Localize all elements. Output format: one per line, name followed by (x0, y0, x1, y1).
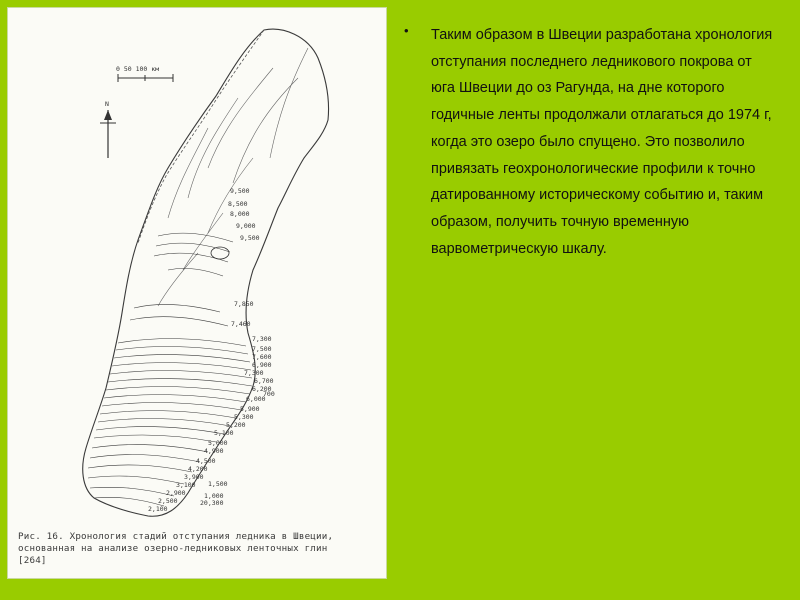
isochrone-label: 8,000 (230, 210, 250, 218)
isochrone-label: 20,300 (200, 499, 224, 507)
isochrone-label: 700 (263, 390, 275, 398)
scale-label: 0 50 100 км (116, 65, 160, 73)
bullet-marker: • (404, 23, 409, 38)
caption-line: основанная на анализе озерно-ледниковых ленточных глин (18, 543, 328, 554)
isochrone-label: 5,300 (234, 413, 254, 421)
isochrone-label: 1,500 (208, 480, 228, 488)
north-label: N (105, 100, 109, 108)
isochrone-label: 7,850 (234, 300, 254, 308)
isochrone-label: 4,900 (204, 447, 224, 455)
isochrone-label: 5,200 (226, 421, 246, 429)
isochrone-label: 6,700 (254, 377, 274, 385)
isochrone-label: 6,200 (252, 385, 272, 393)
isochrone-label: 4,500 (196, 457, 216, 465)
isochrone-label: 7,500 (252, 345, 272, 353)
isochrone-labels (148, 187, 275, 513)
isochrone-label: 9,500 (230, 187, 250, 195)
isochrone-label: 5,900 (240, 405, 260, 413)
isochrone-label: 2,500 (158, 497, 178, 505)
isochrone-label: 3,900 (184, 473, 204, 481)
figure-caption (18, 531, 380, 567)
north-arrow (100, 100, 116, 158)
isochrone-label: 5,100 (214, 429, 234, 437)
rivers (158, 48, 308, 306)
isochrone-label: 4,200 (188, 465, 208, 473)
sweden-map (8, 8, 386, 528)
isochrone-label: 1,000 (204, 492, 224, 500)
isochrone-label: 6,900 (252, 361, 272, 369)
caption-line: [264] (18, 555, 47, 566)
isochrone-label: 7,300 (252, 335, 272, 343)
isochrone-label: 7,460 (231, 320, 251, 328)
isochrone-label: 9,000 (236, 222, 256, 230)
map-figure (8, 8, 386, 578)
scale-bar (116, 65, 173, 82)
isochrone-label: 2,100 (148, 505, 168, 513)
isochrone-label: 5,000 (208, 439, 228, 447)
isochrone-label: 7,600 (252, 353, 272, 361)
isochrone-label: 8,500 (228, 200, 248, 208)
isochrone-label: 7,300 (244, 369, 264, 377)
isochrone-label: 2,900 (166, 489, 186, 497)
body-paragraph: Таким образом в Швеции разработана хронология отступания последнего ледникового покрова от юга Швеции до оз Рагунда, на дне которого годичные ленты продолжали отлагаться до 1974 г, когда это озеро было спущено. Это позволило привязать геохронологические профили к точно датированному историческому событию и, таким образом, получить точную временную варвометрическую шкалу. (431, 27, 773, 257)
isochrones (88, 233, 252, 506)
sweden-outline (83, 29, 329, 516)
isochrone-label: 3,100 (176, 481, 196, 489)
caption-line: Рис. 16. Хронология стадий отступания ледника в Швеции, (18, 531, 334, 542)
isochrone-label: 6,000 (246, 395, 266, 403)
isochrone-label: 9,500 (240, 234, 260, 242)
